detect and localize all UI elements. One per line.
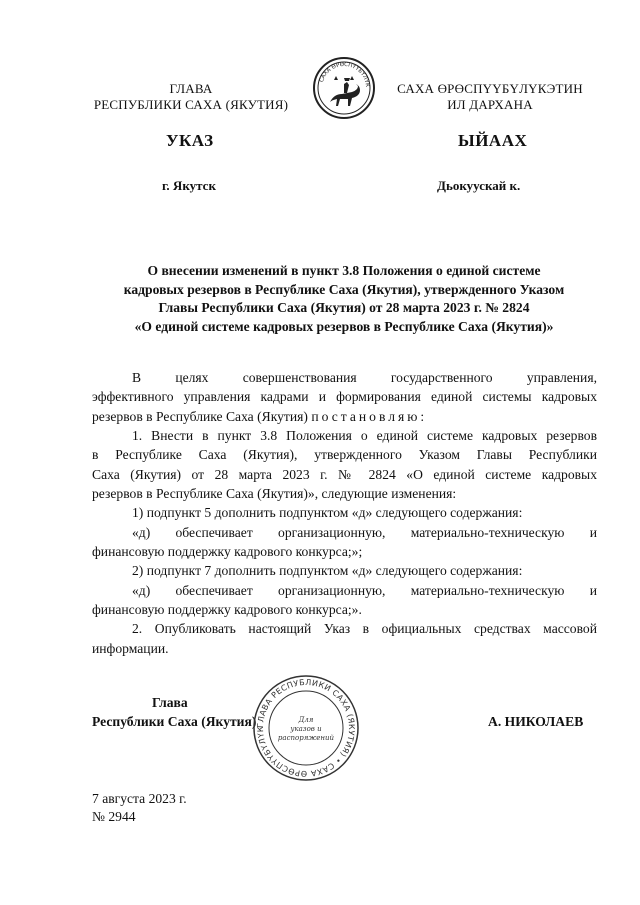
- body-line: Саха (Якутия) от 28 марта 2023 г. № 2824 «О единой системе кадровых: [92, 466, 597, 482]
- body-line: 2) подпункт 7 дополнить подпунктом «д» следующего содержания:: [132, 563, 523, 579]
- body-text: резервов в Республике Саха (Якутия): [92, 408, 312, 424]
- doc-body: [92, 368, 597, 658]
- body-line: [92, 407, 597, 426]
- body-line: информации.: [92, 640, 169, 656]
- body-line: В целях совершенствования государственного управления,: [132, 370, 597, 385]
- issue-date: 7 августа 2023 г.: [92, 791, 187, 806]
- svg-text:Для: Для: [298, 716, 314, 724]
- svg-text:САХА ӨРӨСПҮҮБҮЛҮКЭТЭ: САХА ӨРӨСПҮҮБҮЛҮК: [318, 61, 371, 88]
- issuer-right: [380, 81, 600, 113]
- subject-line: О внесении изменений в пункт 3.8 Положения о единой системе: [147, 263, 541, 278]
- issuer-left-line1: ГЛАВА: [169, 81, 213, 96]
- body-line: в Республике Саха (Якутия), утвержденного Указом Главы Республики: [92, 447, 597, 463]
- issuer-right-line1: САХА ӨРӨСПҮҮБҮЛҮКЭТИН: [397, 81, 583, 96]
- body-line: «д) обеспечивает организационную, материально-техническую и: [132, 582, 597, 598]
- subject-line: кадровых резервов в Республике Саха (Якутия), утвержденного Указом: [123, 281, 565, 297]
- subject-line: Главы Республики Саха (Якутия) от 28 марта 2023 г. № 2824: [158, 300, 530, 315]
- svg-text:распоряжений: распоряжений: [277, 734, 335, 742]
- body-line: 1. Внести в пункт 3.8 Положения о единой системе кадровых резервов: [132, 428, 597, 444]
- svg-text:указов и: указов и: [290, 725, 322, 733]
- signatory-title-line1: Глава: [152, 695, 188, 710]
- body-line: 2. Опубликовать настоящий Указ в официальных средствах массовой: [132, 621, 597, 637]
- resolution-word: постановляю:: [311, 408, 428, 424]
- body-line: «д) обеспечивает организационную, материально-техническую и: [132, 524, 597, 540]
- issuer-right-line2: ИЛ ДАРХАНА: [447, 97, 533, 112]
- subject-line: «О единой системе кадровых резервов в Республике Саха (Якутия)»: [134, 318, 554, 334]
- body-line: финансовую поддержку кадрового конкурса;»;: [92, 544, 363, 560]
- doc-title-sakha: ЫЙААХ: [458, 131, 528, 150]
- body-line: эффективного управления кадрами и формирования единой системы кадровых: [92, 389, 597, 405]
- doc-title-ru: УКАЗ: [166, 131, 214, 150]
- body-line: финансовую поддержку кадрового конкурса;».: [92, 602, 362, 618]
- body-line: 1) подпункт 5 дополнить подпунктом «д» следующего содержания:: [132, 505, 523, 521]
- signatory-title-line2: Республики Саха (Якутия): [92, 713, 257, 729]
- doc-subject: [92, 262, 596, 336]
- city-ru: г. Якутск: [162, 178, 216, 193]
- signatory-name: А. НИКОЛАЕВ: [488, 714, 584, 729]
- city-sakha: Дьокуускай к.: [437, 178, 521, 193]
- issuer-left: [78, 81, 304, 113]
- coat-of-arms-emblem: [312, 56, 376, 120]
- svg-text:ГЛАВА РЕСПУБЛИКИ САХА (ЯКУТИЯ): ГЛАВА РЕСПУБЛИКИ САХА (ЯКУТИЯ) • САХА ӨРӨСПҮҮБҮЛҮК: [255, 677, 357, 779]
- official-seal-stamp: [252, 674, 360, 782]
- body-line: резервов в Республике Саха (Якутия)», следующие изменения:: [92, 486, 457, 502]
- issuer-left-line2: РЕСПУБЛИКИ САХА (ЯКУТИЯ): [93, 97, 289, 112]
- decree-number: № 2944: [92, 809, 136, 824]
